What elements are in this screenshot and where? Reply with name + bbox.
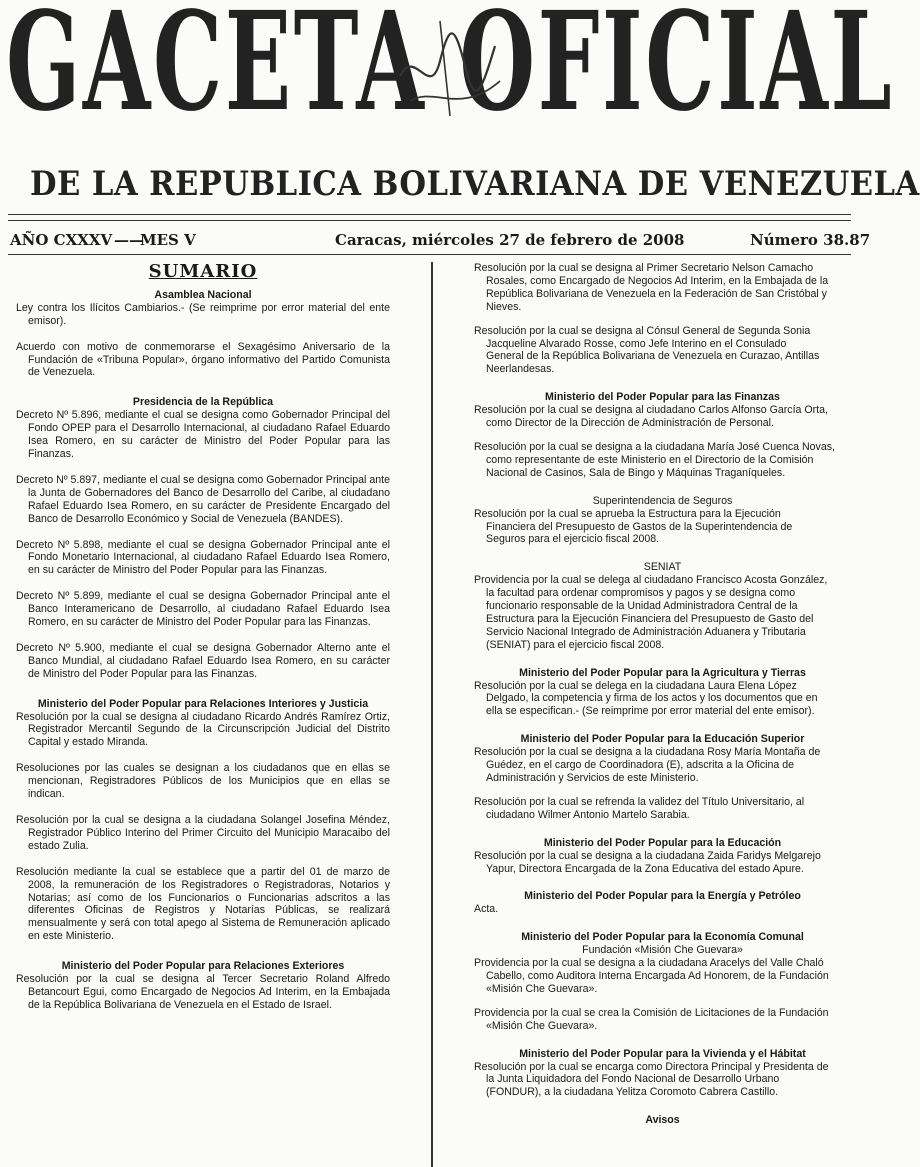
- section-heading: Ministerio del Poder Popular para la Agricultura y Tierras: [519, 666, 806, 679]
- masthead-title: GACETA OFICIAL: [6, 0, 895, 142]
- sumario-entry: Resolución por la cual se designa a la ciudadana Zaida Faridys Melgarejo Yapur, Directora Encargada de la Zona Educativa del estado Apure.: [474, 849, 821, 875]
- section-heading: Avisos: [645, 1114, 680, 1127]
- section-heading: Presidencia de la República: [132, 396, 274, 409]
- left-column-body: [16, 289, 390, 1029]
- sumario-entry: Resolución mediante la cual se establece que a partir del 01 de marzo de 2008, la remuneración de los Registradores o Registradoras, Notarios y Notarias; así como de los Funcionarios o Funcionarias adscritos a las diferentes Oficinas de Registros y Notarías Públicas, se realizará mensualmente y será con total apego al Sistema de Remuneración aplicado en este Ministerio.: [16, 865, 390, 943]
- sumario-entry: Resolución por la cual se delega en la ciudadana Laura Elena López Delgado, la competencia y firma de los actos y los documentos que en ella se especifican.- (Se reimprime por error material del ente emisor).: [474, 679, 818, 718]
- section-heading: Ministerio del Poder Popular para la Energía y Petróleo: [524, 890, 801, 903]
- sumario-entry: Resolución por la cual se designa al Primer Secretario Nelson Camacho Rosales, como Encargado de Negocios Ad Interim, en la Embajada de la República Bolivariana de Venezuela en la Federación de San Cristóbal y Nieves.: [474, 262, 829, 313]
- header-rule-top: [8, 214, 851, 215]
- section-heading: Ministerio del Poder Popular para las Finanzas: [545, 391, 780, 404]
- sumario-entry: Resolución por la cual se refrenda la validez del Título Universitario, al ciudadano Wilmer Antonio Martelo Sarabia.: [474, 795, 805, 821]
- section-subheading: Superintendencia de Seguros: [592, 494, 733, 507]
- sumario-right-column: [474, 262, 851, 1131]
- sumario-entry: Resolución por la cual se designa a la ciudadana María José Cuenca Novas, como representante de este Ministerio en el Directorio de la Comisión Nacional de Casinos, Sala de Bingo y Máquinas Traganíqueles.: [474, 440, 835, 479]
- sumario-entry: Resolución por la cual se designa a la ciudadana Rosy María Montaña de Guédez, en el cargo de Coordinadora (E), adscrita a la Oficina de Administración y Servicios de este Ministerio.: [474, 746, 821, 784]
- sumario-entry: Providencia por la cual se designa a la ciudadana Aracelys del Valle Chaló Cabello, como Auditora Interna Encargada Ad Honorem, de la Fundación «Misión Che Guevara».: [474, 957, 829, 995]
- issue-dash: ——: [114, 231, 144, 249]
- sumario-entry: Decreto Nº 5.898, mediante el cual se designa Gobernador Principal ante el Fondo Monetario Internacional, al ciudadano Rafael Eduardo Isea Romero, en su carácter de Ministro del Poder Popular para las Finanzas.: [16, 538, 390, 577]
- right-column-body: [474, 262, 851, 1131]
- section-heading: Ministerio del Poder Popular para la Vivienda y el Hábitat: [519, 1047, 806, 1060]
- section-gap: [16, 1025, 390, 1029]
- issue-number: Número 38.87: [750, 231, 871, 249]
- section-heading: Ministerio del Poder Popular para Relaciones Interiores y Justicia: [37, 697, 369, 710]
- sumario-entry: Acta.: [474, 903, 499, 916]
- issue-date: Caracas, miércoles 27 de febrero de 2008: [335, 231, 685, 249]
- header-rule-bottom: [8, 254, 851, 255]
- section-heading: Ministerio del Poder Popular para la Educación Superior: [520, 733, 805, 746]
- issue-year: AÑO CXXXV: [10, 231, 113, 249]
- sumario-entry: Resoluciones por las cuales se designan a los ciudadanos que en ellas se mencionan, Registradores Públicos de los Municipios que en ellas se indican.: [16, 762, 390, 801]
- sumario-entry: Decreto Nº 5.899, mediante el cual se designa Gobernador Principal ante el Banco Interamericano de Desarrollo, al ciudadano Rafael Eduardo Isea Romero, en su carácter de Ministro del Poder Popular para las Finanzas.: [16, 590, 390, 629]
- sumario-entry: Resolución por la cual se designa a la ciudadana Solangel Josefina Méndez, Registrador Público Interino del Primer Circuito del Municipio Maracaibo del estado Zulia.: [16, 814, 390, 852]
- sumario-heading: SUMARIO: [148, 261, 258, 282]
- sumario-entry: Resolución por la cual se designa al ciudadano Ricardo Andrés Ramírez Ortiz, Registrador Mercantil Segundo de la Circunscripción Judicial del Distrito Capital y estado Miranda.: [16, 710, 390, 749]
- sumario-entry: Providencia por la cual se delega al ciudadano Francisco Acosta González, la facultad para ordenar compromisos y pagos y se designa como funcionario responsable de la Unidad Administradora Central de la Estructura para la Ejecución Financiera del Presupuesto de Gasto del Servicio Nacional Integrado de Administración Aduanera y Tributaria (SENIAT) para el ejercicio fiscal 2008.: [474, 574, 828, 651]
- issue-dateline: [10, 229, 871, 251]
- signature-icon: [380, 6, 510, 136]
- section-heading: Ministerio del Poder Popular para la Educación: [543, 836, 782, 849]
- sumario-entry: Resolución por la cual se designa al ciudadano Carlos Alfonso García Orta, como Director de la Dirección de Administración de Personal.: [474, 404, 828, 430]
- masthead: [0, 0, 920, 204]
- section-heading: Asamblea Nacional: [154, 288, 252, 301]
- section-gap: [474, 1127, 851, 1131]
- header-rule-top-thin: [8, 220, 851, 221]
- sumario-entry: Ley contra los Ilícitos Cambiarios.- (Se reimprime por error material del ente emisor).: [16, 301, 390, 327]
- sumario-entry: Resolución por la cual se designa al Tercer Secretario Roland Alfredo Betancourt Egui, como Encargado de Negocios Ad Interim, en la Embajada de la República Bolivariana de Venezuela en el Estado de Israel.: [16, 973, 390, 1011]
- section-subheading: SENIAT: [643, 561, 682, 574]
- sumario-entry: Providencia por la cual se crea la Comisión de Licitaciones de la Fundación «Misión Che Guevara».: [474, 1006, 829, 1032]
- sumario-entry: Acuerdo con motivo de conmemorarse el Sexagésimo Aniversario de la Fundación de «Tribuna Popular», órgano informativo del Partido Comunista de Venezuela.: [16, 340, 390, 379]
- sumario-entry: Decreto Nº 5.897, mediante el cual se designa como Gobernador Principal ante la Junta de Gobernadores del Banco de Desarrollo del Caribe, al ciudadano Rafael Eduardo Isea Romero, en su carácter de Presidente Encargado del Banco de Desarrollo Económico y Social de Venezuela (BANDES).: [16, 473, 390, 525]
- sumario-left-column: [16, 262, 390, 1029]
- sumario-entry: Decreto Nº 5.900, mediante el cual se designa Gobernador Alterno ante el Banco Mundial, al ciudadano Rafael Eduardo Isea Romero, en su carácter de Ministro del Poder Popular para las Finanzas.: [16, 641, 390, 680]
- masthead-subtitle: DE LA REPUBLICA BOLIVARIANA DE VENEZUELA: [30, 164, 920, 204]
- sumario-entry: Resolución por la cual se aprueba la Estructura para la Ejecución Financiera del Presupuesto de Gastos de la Superintendencia de Seguros para el ejercicio fiscal 2008.: [474, 507, 793, 546]
- section-heading: Ministerio del Poder Popular para la Economía Comunal: [521, 931, 804, 944]
- issue-month: MES V: [140, 231, 196, 249]
- column-divider: [431, 262, 433, 1167]
- section-subheading: Fundación «Misión Che Guevara»: [582, 944, 743, 957]
- sumario-entry: Resolución por la cual se designa al Cónsul General de Segunda Sonia Jacqueline Alvarado Rosse, como Jefe Interino en el Consulado General de la República Bolivariana de Venezuela en Curazao, Antillas Neerlandesas.: [474, 324, 820, 376]
- sumario-entry: Resolución por la cual se encarga como Directora Principal y Presidenta de la Junta Liquidadora del Fondo Nacional de Desarrollo Urbano (FONDUR), a la ciudadana Yelitza Coromoto Cabrera Castillo.: [474, 1060, 829, 1099]
- sumario-entry: Decreto Nº 5.896, mediante el cual se designa como Gobernador Principal del Fondo OPEP para el Desarrollo Internacional, al ciudadano Rafael Eduardo Isea Romero, en su carácter de Ministro del Poder Popular para las Finanzas.: [16, 409, 390, 460]
- section-heading: Ministerio del Poder Popular para Relaciones Exteriores: [61, 960, 345, 973]
